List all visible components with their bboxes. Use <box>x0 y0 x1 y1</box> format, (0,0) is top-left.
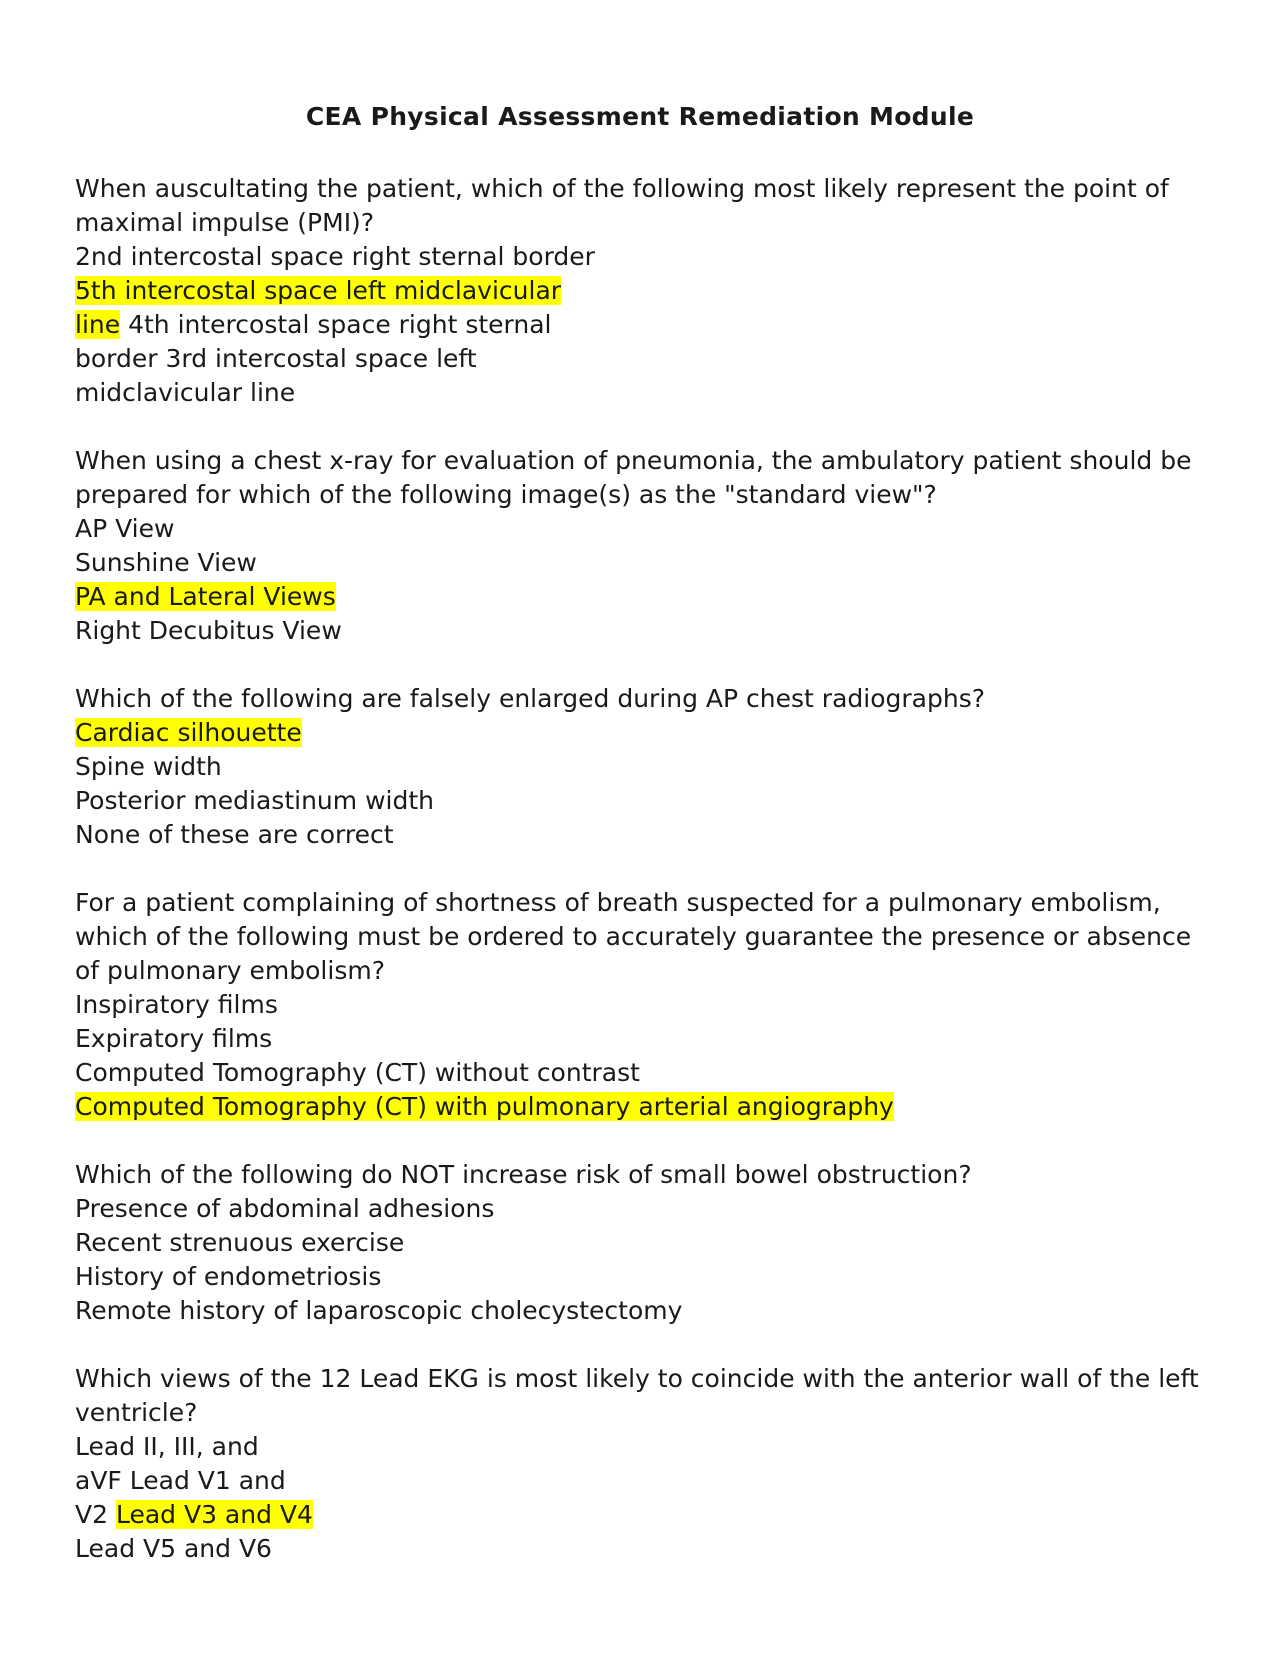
answer-text: Sunshine View <box>75 548 257 577</box>
answer-line <box>75 342 1205 376</box>
answer-line <box>75 274 1205 308</box>
question-stem: When using a chest x-ray for evaluation of pneumonia, the ambulatory patient should be prepared for which of the following image(s) as the "standard view"? <box>75 446 1192 509</box>
answer-line <box>75 784 1205 818</box>
answer-text: aVF Lead V1 and <box>75 1466 286 1495</box>
question-stem: Which views of the 12 Lead EKG is most likely to coincide with the anterior wall of the left ventricle? <box>75 1364 1199 1427</box>
document-page <box>75 98 1205 1600</box>
answer-line <box>75 750 1205 784</box>
answer-line <box>75 580 1205 614</box>
answer-text: Spine width <box>75 752 222 781</box>
answer-line <box>75 1090 1205 1124</box>
answer-text: border 3rd intercostal space left <box>75 344 477 373</box>
answer-text: Expiratory films <box>75 1024 273 1053</box>
answer-text: AP View <box>75 514 175 543</box>
answer-line <box>75 1226 1205 1260</box>
question-block <box>75 172 1205 410</box>
answer-line <box>75 1464 1205 1498</box>
answer-line <box>75 1022 1205 1056</box>
question-stem: Which of the following are falsely enlarged during AP chest radiographs? <box>75 684 985 713</box>
answer-line <box>75 716 1205 750</box>
answer-text: midclavicular line <box>75 378 296 407</box>
question-list <box>75 172 1205 1566</box>
question-stem: For a patient complaining of shortness of breath suspected for a pulmonary embolism, which of the following must be ordered to accurately guarantee the presence or absence of pulmonary embolism? <box>75 888 1192 985</box>
highlighted-answer-text: Computed Tomography (CT) with pulmonary arterial angiography <box>75 1092 894 1121</box>
highlighted-answer-text: 5th intercostal space left midclavicular <box>75 276 562 305</box>
answer-line <box>75 1294 1205 1328</box>
answer-line <box>75 1056 1205 1090</box>
answer-line <box>75 1498 1205 1532</box>
answer-line <box>75 546 1205 580</box>
highlighted-answer-text: PA and Lateral Views <box>75 582 336 611</box>
answer-line <box>75 240 1205 274</box>
answer-text: Lead II, III, and <box>75 1432 259 1461</box>
answer-line <box>75 818 1205 852</box>
answer-text: Posterior mediastinum width <box>75 786 434 815</box>
answer-text: 2nd intercostal space right sternal border <box>75 242 595 271</box>
question-block <box>75 1362 1205 1566</box>
question-block <box>75 444 1205 648</box>
question-stem: Which of the following do NOT increase risk of small bowel obstruction? <box>75 1160 972 1189</box>
answer-line <box>75 1430 1205 1464</box>
answer-line <box>75 512 1205 546</box>
question-block <box>75 1158 1205 1328</box>
document-title: CEA Physical Assessment Remediation Module <box>305 102 975 131</box>
question-block <box>75 682 1205 852</box>
answer-line <box>75 614 1205 648</box>
answer-line <box>75 988 1205 1022</box>
answer-text: Computed Tomography (CT) without contrast <box>75 1058 640 1087</box>
answer-line <box>75 308 1205 342</box>
answer-text: 4th intercostal space right sternal <box>120 310 552 339</box>
answer-text: History of endometriosis <box>75 1262 382 1291</box>
highlighted-answer-text: Lead V3 and V4 <box>115 1500 313 1529</box>
answer-line <box>75 1192 1205 1226</box>
highlighted-answer-text: Cardiac silhouette <box>75 718 302 747</box>
answer-line <box>75 1532 1205 1566</box>
answer-text: Recent strenuous exercise <box>75 1228 405 1257</box>
answer-line <box>75 1260 1205 1294</box>
highlighted-answer-text: line <box>75 310 121 339</box>
answer-text: None of these are correct <box>75 820 394 849</box>
question-block <box>75 886 1205 1124</box>
question-stem: When auscultating the patient, which of the following most likely represent the point of maximal impulse (PMI)? <box>75 174 1169 237</box>
answer-line <box>75 376 1205 410</box>
answer-text: Right Decubitus View <box>75 616 342 645</box>
answer-text: V2 <box>75 1500 116 1529</box>
answer-text: Inspiratory films <box>75 990 278 1019</box>
answer-text: Presence of abdominal adhesions <box>75 1194 495 1223</box>
answer-text: Remote history of laparoscopic cholecystectomy <box>75 1296 683 1325</box>
answer-text: Lead V5 and V6 <box>75 1534 272 1563</box>
